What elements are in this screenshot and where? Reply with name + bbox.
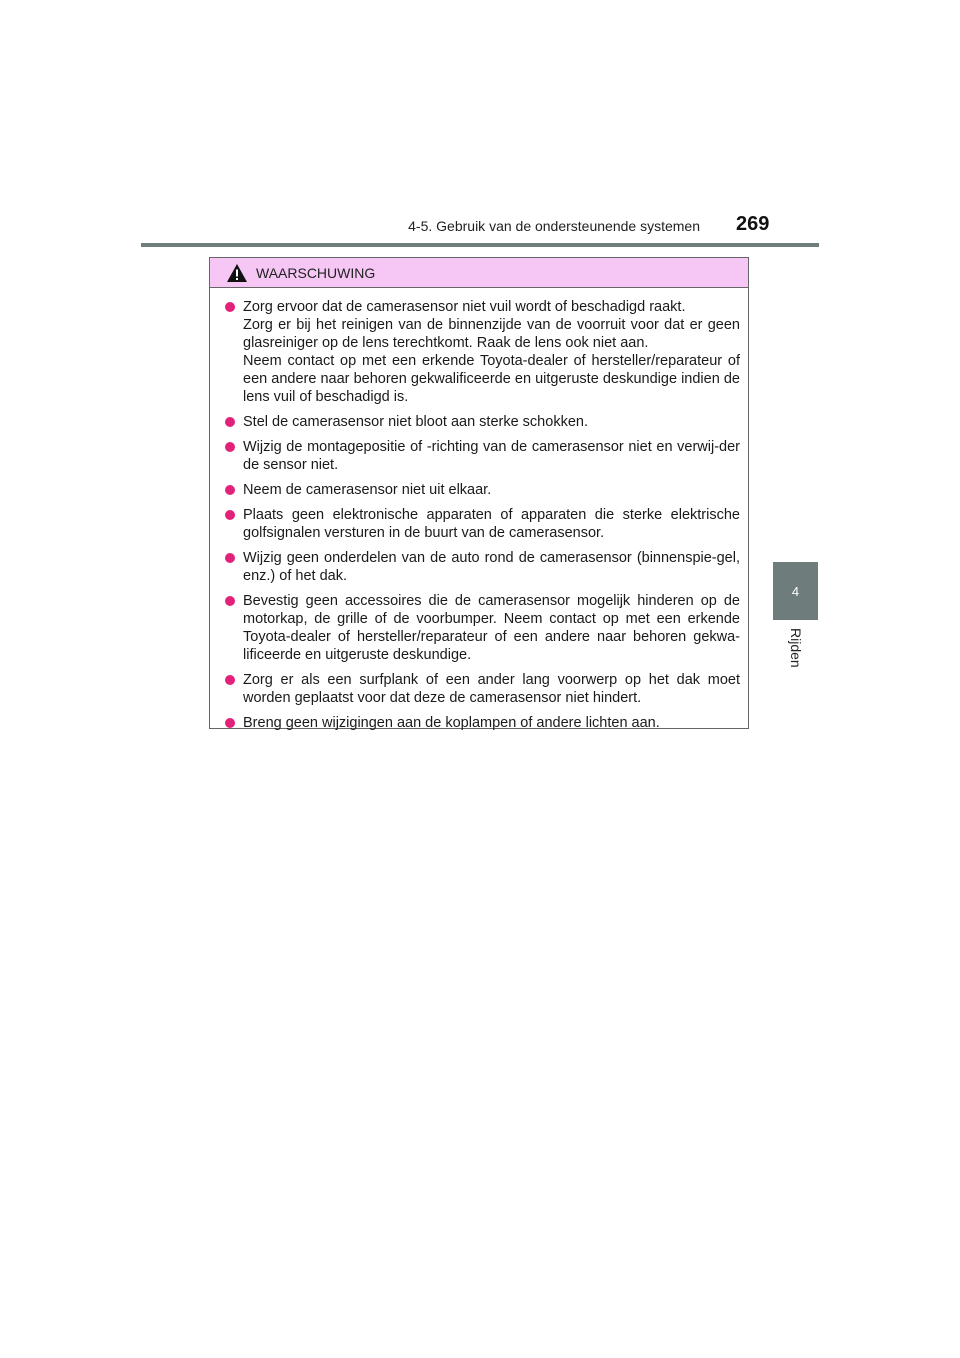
bullet-icon (225, 675, 235, 685)
warning-item (225, 481, 740, 499)
warning-item-text: Wijzig geen onderdelen van de auto rond de camerasensor (binnenspie-gel, enz.) of het dak. (243, 550, 740, 584)
bullet-icon (225, 510, 235, 520)
warning-item-text: Neem de camerasensor niet uit elkaar. (243, 482, 492, 498)
warning-header (210, 258, 748, 288)
warning-item (225, 714, 740, 732)
warning-item-text: Wijzig de montagepositie of -richting van de camerasensor niet en verwij-der de sensor niet. (243, 439, 740, 473)
warning-item (225, 298, 740, 406)
warning-item-text: Zorg er als een surfplank of een ander lang voorwerp op het dak moet worden geplaatst voor dat deze de camerasensor niet hindert. (243, 672, 740, 706)
warning-item-text: Breng geen wijzigingen aan de koplampen of andere lichten aan. (243, 715, 660, 731)
warning-list (210, 288, 748, 732)
warning-item (225, 549, 740, 585)
chapter-tab-number: 4 (773, 562, 818, 620)
warning-item-text: Stel de camerasensor niet bloot aan sterke schokken. (243, 414, 588, 430)
warning-item-text: Zorg ervoor dat de camerasensor niet vuil wordt of beschadigd raakt. (243, 299, 686, 315)
warning-item-text: Plaats geen elektronische apparaten of apparaten die sterke elektrische golfsignalen versturen in de buurt van de camerasensor. (243, 507, 740, 541)
bullet-icon (225, 596, 235, 606)
warning-item (225, 592, 740, 664)
warning-item-text: Zorg er bij het reinigen van de binnenzijde van de voorruit voor dat er geen glasreiniger op de lens terechtkomt. Raak de lens ook niet aan. (243, 317, 740, 351)
bullet-icon (225, 302, 235, 312)
warning-title: WAARSCHUWING (256, 264, 376, 281)
section-title: 4-5. Gebruik van de ondersteunende systemen (408, 218, 700, 234)
warning-item-text: Neem contact op met een erkende Toyota-dealer of hersteller/reparateur of een andere naar behoren gekwalificeerde en uitgeruste deskundige indien de lens vuil of beschadigd is. (243, 353, 740, 405)
chapter-tab-label: Rijden (788, 628, 804, 668)
bullet-icon (225, 442, 235, 452)
bullet-icon (225, 485, 235, 495)
bullet-icon (225, 718, 235, 728)
bullet-icon (225, 417, 235, 427)
warning-item-text: Bevestig geen accessoires die de camerasensor mogelijk hinderen op de motorkap, de grille of de voorbumper. Neem contact op met een erkende Toyota-dealer of hersteller/reparateur of een andere naar behoren gekwa-lificeerde en uitgeruste deskundige. (243, 593, 740, 663)
header-divider (141, 243, 819, 247)
warning-box (209, 257, 749, 729)
warning-item (225, 413, 740, 431)
warning-item (225, 438, 740, 474)
warning-item (225, 671, 740, 707)
warning-triangle-icon (226, 263, 248, 283)
warning-item (225, 506, 740, 542)
page-number: 269 (736, 213, 770, 235)
bullet-icon (225, 553, 235, 563)
